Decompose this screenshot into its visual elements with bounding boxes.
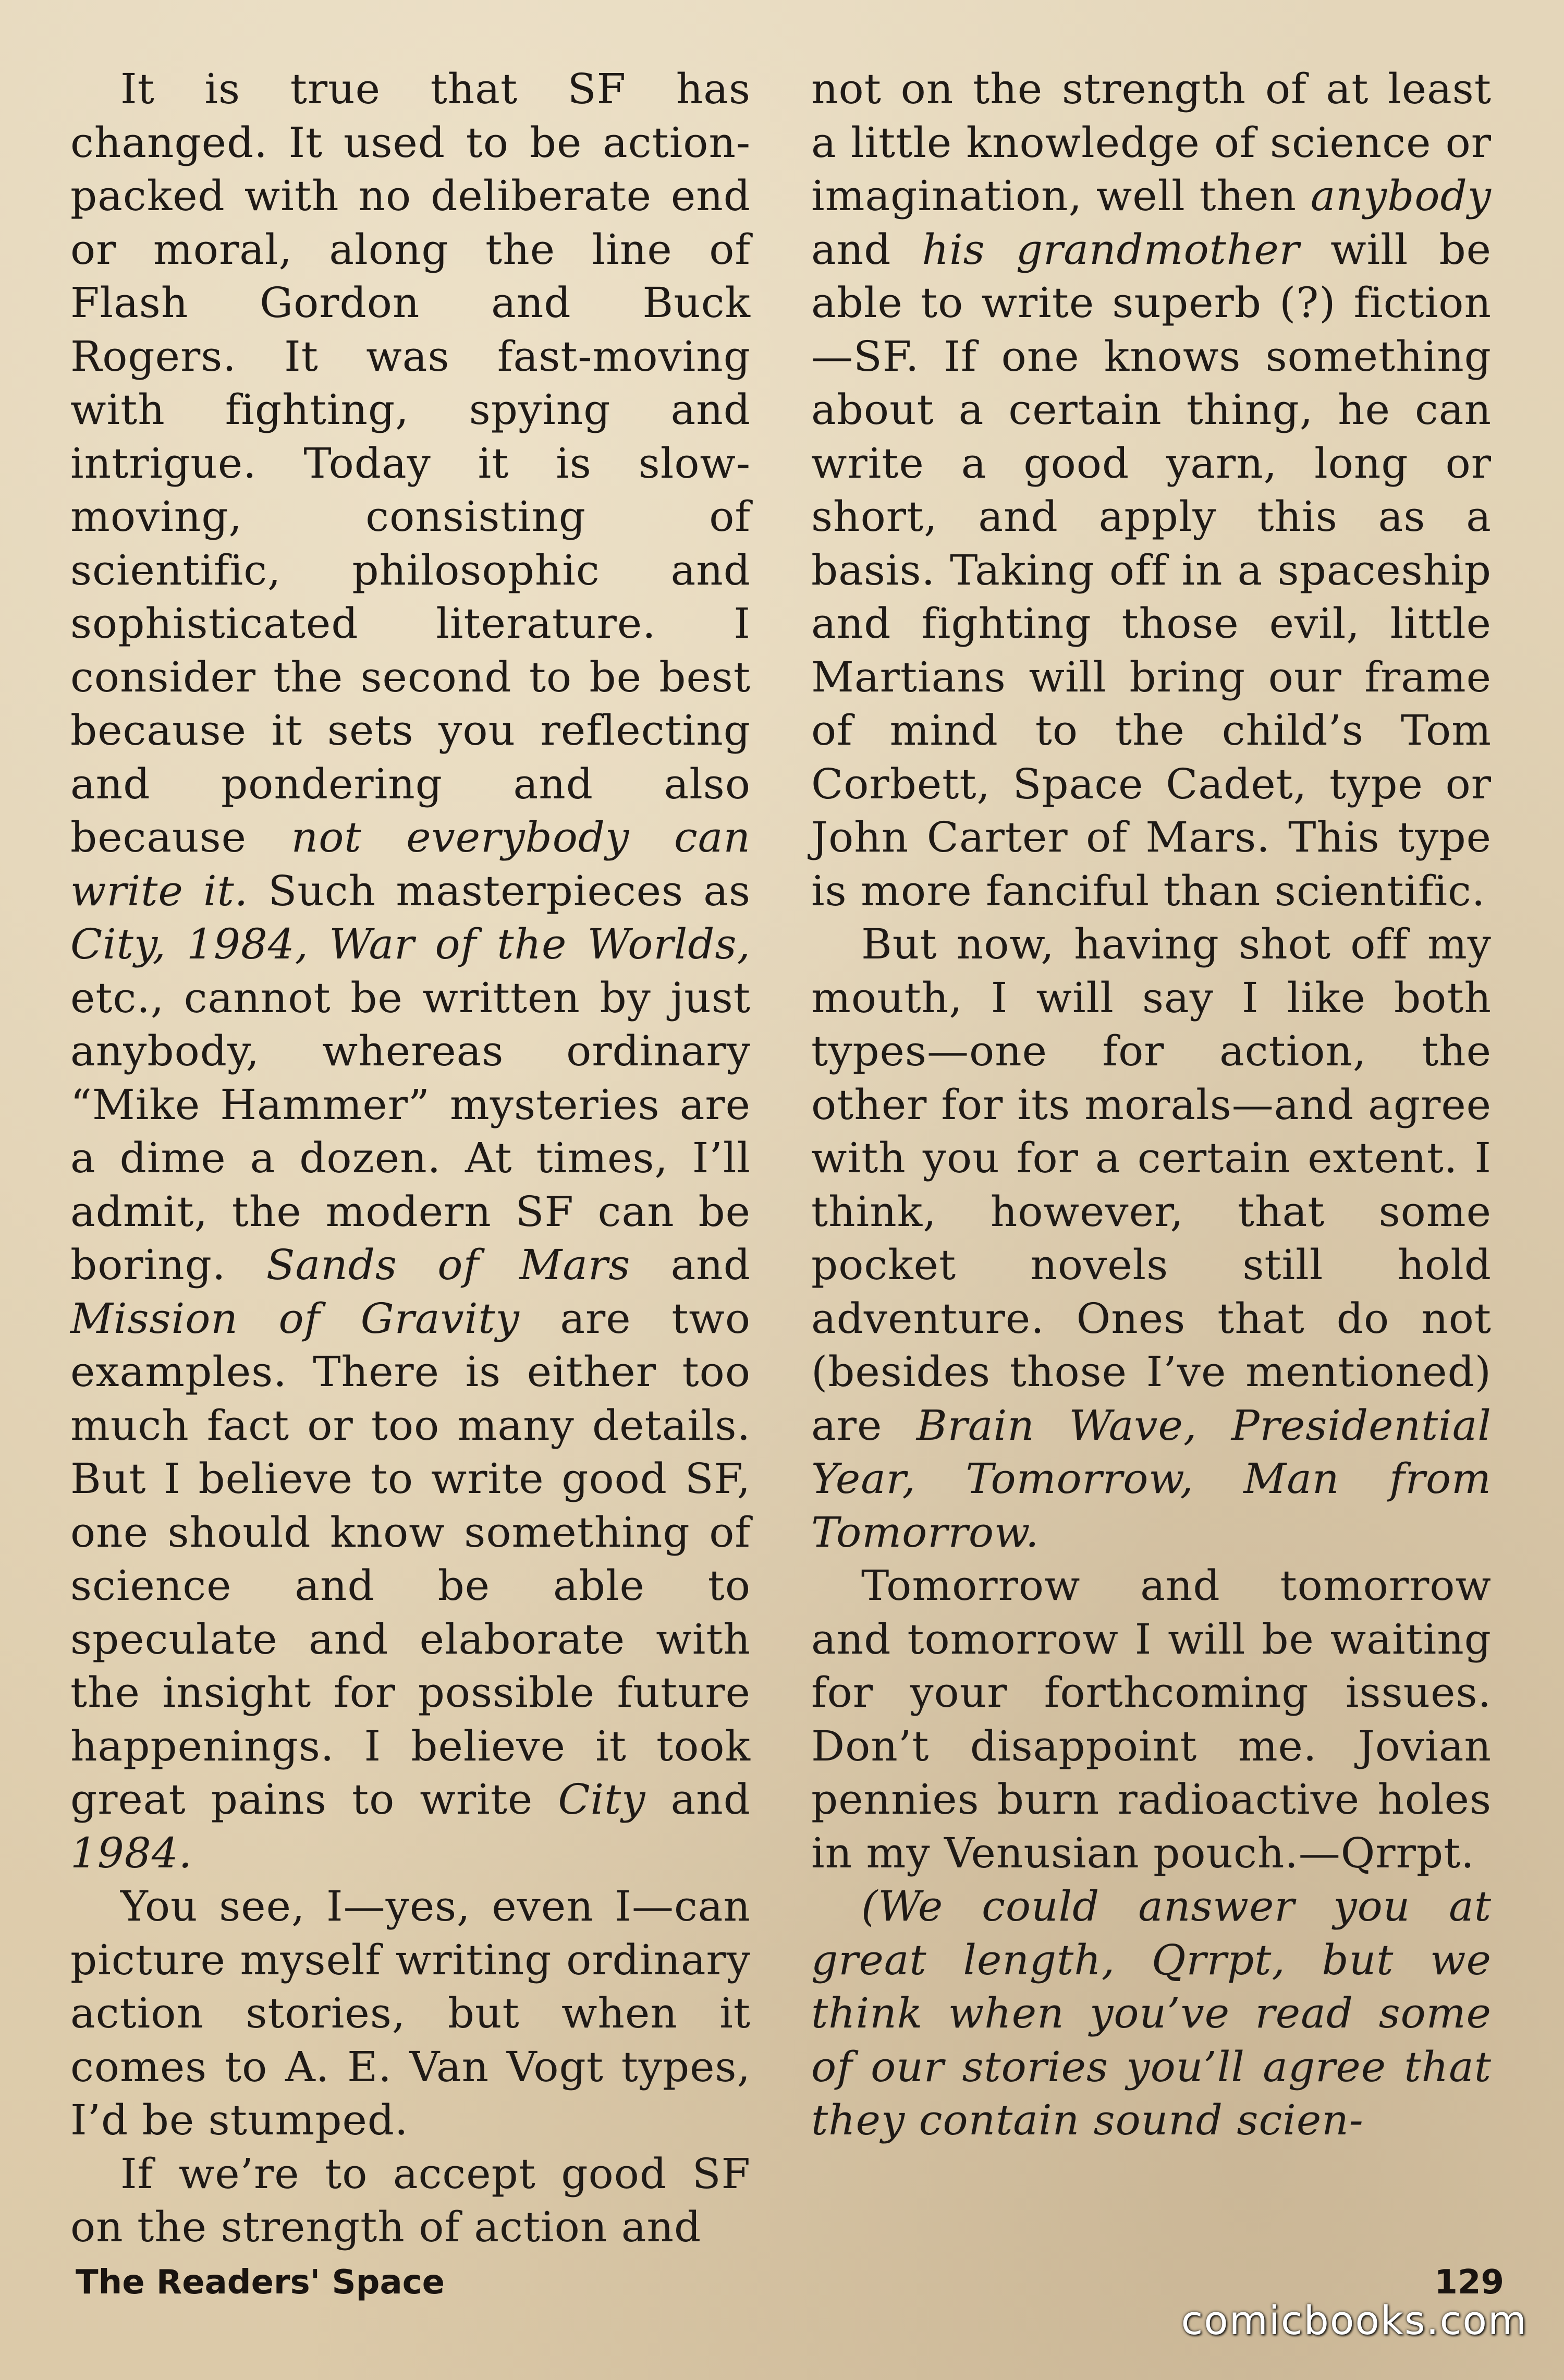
body-text: Such masterpieces as xyxy=(248,866,751,915)
body-text: Tomorrow and tomorrow and tomorrow I will be waiting for your forthcoming issues. Don’t disappoint me. Jovian pennies burn radioactive holes in my Venusian pouch.—Qrrpt. xyxy=(811,1561,1492,1877)
left-column xyxy=(70,63,751,2254)
body-text: are two examples. There is either too much fact or too many details. But I believe to write good SF, one should know something of science and be able to speculate and elaborate with the insight for possible future happenings. I believe it took great pains to write xyxy=(70,1294,751,1824)
italic-text: Mission of Gravity xyxy=(70,1294,520,1343)
body-text: But now, having shot off my mouth, I will say I like both types—one for action, the other for its morals—and agree with you for a certain extent. I think, however, that some pocket novels still hold adventure. Ones that do not (besides those I’ve mentioned) are xyxy=(811,920,1492,1450)
body-text: You see, I—yes, even I—can picture myself writing ordinary action stories, but when it comes to A. E. Van Vogt types, I’d be stumped. xyxy=(70,1882,751,2144)
body-text: etc., cannot be written by just anybody, whereas ordinary “Mike Hammer” mysteries are a dime a dozen. At times, I’ll admit, the modern SF can be boring. xyxy=(70,973,751,1289)
right-column xyxy=(811,63,1492,2147)
body-text: and xyxy=(630,1241,751,1289)
italic-text: Brain Wave, Presidential Year, Tomorrow, Man from Tomorrow. xyxy=(811,1401,1492,1557)
paragraph xyxy=(811,1880,1492,2147)
italic-text: (We could answer you at great length, Qrrpt, but we think when you’ve read some of our stories you’ll agree that they contain sound scien- xyxy=(811,1882,1492,2144)
body-text: It is true that SF has changed. It used to be action-packed with no deliberate end or moral, along the line of Flash Gordon and Buck Rogers. It was fast-moving with fighting, spying and intrigue. Today it is slow-moving, consisting of scientific, philosophic and sophisticated literature. I consider the second to be best because it sets you reflecting and pondering and also because xyxy=(70,65,751,861)
italic-text: City, 1984, War of the Worlds, xyxy=(70,920,751,968)
italic-text: 1984. xyxy=(70,1828,193,1877)
paragraph xyxy=(70,2147,751,2254)
paragraph xyxy=(70,63,751,1880)
paragraph xyxy=(811,63,1492,918)
paragraph xyxy=(811,918,1492,1559)
page-number: 129 xyxy=(1434,2263,1504,2302)
body-text: If we’re to accept good SF on the strength of action and xyxy=(70,2149,751,2251)
body-text: will be able to write superb (?) fiction—SF. If one knows something about a certain thing, he can write a good yarn, long or short, and apply this as a basis. Taking off in a spaceship and fighting those evil, little Martians will bring our frame of mind to the child’s Tom Corbett, Space Cadet, type or John Carter of Mars. This type is more fanciful than scientific. xyxy=(811,225,1492,915)
italic-text: his grandmother xyxy=(922,225,1300,274)
paragraph xyxy=(811,1559,1492,1880)
running-head: The Readers' Space xyxy=(76,2263,445,2302)
italic-text: City xyxy=(558,1775,646,1824)
body-text: and xyxy=(645,1775,751,1824)
paragraph xyxy=(70,1880,751,2147)
italic-text: anybody xyxy=(1310,172,1492,220)
body-text: not on the strength of at least a little knowledge of science or imagination, well then xyxy=(811,65,1492,220)
italic-text: Sands of Mars xyxy=(266,1241,631,1289)
body-text: and xyxy=(811,225,922,274)
watermark: comicbooks.com xyxy=(1181,2297,1528,2343)
italic-text: not everybody can write it. xyxy=(70,813,751,915)
